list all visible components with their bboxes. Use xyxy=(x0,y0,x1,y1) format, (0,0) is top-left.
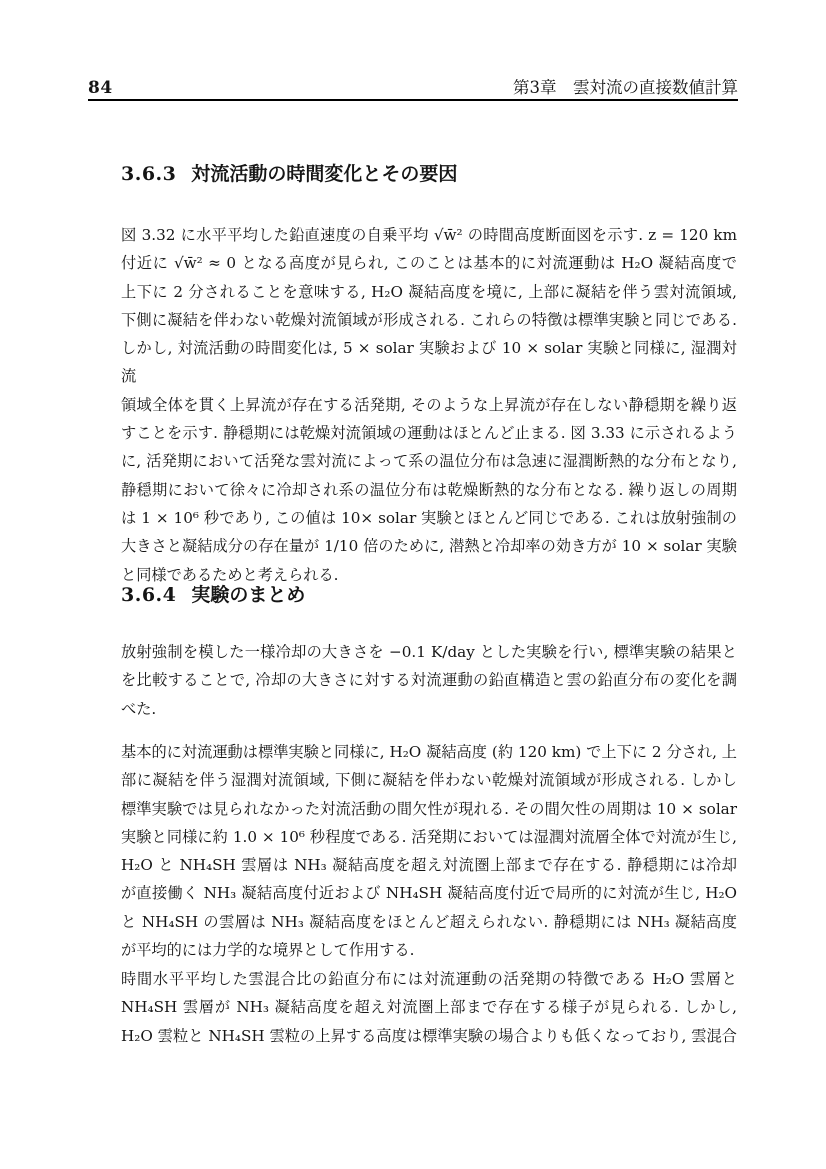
section-heading-3-6-4 xyxy=(121,582,305,608)
chapter-running-title: 第3章 雲対流の直接数値計算 xyxy=(513,78,738,97)
text-line: に, 活発期において活発な雲対流によって系の温位分布は急速に湿潤断熱的な分布となり, xyxy=(121,452,737,471)
text-line: H₂O 雲粒と NH₄SH 雲粒の上昇する高度は標準実験の場合よりも低くなっており, 雲混合 xyxy=(121,1026,737,1045)
page-header xyxy=(88,79,738,97)
paragraph-4 xyxy=(121,965,737,1050)
section-number: 3.6.3 xyxy=(121,163,177,185)
text-line: と NH₄SH の雲層は NH₃ 凝結高度をほとんど超えられない. 静穏期には NH₃ 凝結高度 xyxy=(121,912,737,931)
text-line: べた. xyxy=(121,699,157,718)
text-line: 放射強制を模した一様冷却の大きさを −0.1 K/day とした実験を行い, 標準実験の結果と xyxy=(121,643,737,661)
text-line: 上下に 2 分されることを意味する, H₂O 凝結高度を境に, 上部に凝結を伴う雲対流領域, xyxy=(121,282,737,301)
text-line: 付近に √w̄² ≈ 0 となる高度が見られ, このことは基本的に対流運動は H₂O 凝結高度で xyxy=(121,254,737,273)
section-heading-3-6-3 xyxy=(121,161,457,187)
header-rule xyxy=(88,99,738,101)
text-line: と同様であるためと考えられる. xyxy=(121,565,339,584)
text-line: 領域全体を貫く上昇流が存在する活発期, そのような上昇流が存在しない静穏期を繰り返 xyxy=(121,395,737,414)
text-line: H₂O と NH₄SH 雲層は NH₃ 凝結高度を超え対流圏上部まで存在する. 静穏期には冷却 xyxy=(121,856,737,875)
text-line: が平均的には力学的な境界として作用する. xyxy=(121,941,415,960)
text-line: を比較することで, 冷却の大きさに対する対流運動の鉛直構造と雲の鉛直分布の変化を調 xyxy=(121,671,737,690)
text-line: NH₄SH 雲層が NH₃ 凝結高度を超え対流圏上部まで存在する様子が見られる. しかし, xyxy=(121,998,737,1017)
text-line: すことを示す. 静穏期には乾燥対流領域の運動はほとんど止まる. 図 3.33 に示されるよう xyxy=(121,424,737,443)
text-line: 下側に凝結を伴わない乾燥対流領域が形成される. これらの特徴は標準実験と同じである. xyxy=(121,310,737,329)
paragraph-3 xyxy=(121,738,737,964)
text-line: 標準実験では見られなかった対流活動の間欠性が現れる. その間欠性の周期は 10 × solar xyxy=(121,799,737,818)
paragraph-2 xyxy=(121,638,737,723)
page-number: 84 xyxy=(88,78,113,98)
section-number: 3.6.4 xyxy=(121,584,177,606)
text-line: 静穏期において徐々に冷却され系の温位分布は乾燥断熱的な分布となる. 繰り返しの周期 xyxy=(121,480,737,499)
text-line: 実験と同様に約 1.0 × 10⁶ 秒程度である. 活発期においては湿潤対流層全体で対流が生じ, xyxy=(121,827,737,846)
text-line: 大きさと凝結成分の存在量が 1/10 倍のために, 潜熱と冷却率の効き方が 10 × solar 実験 xyxy=(121,537,737,556)
paragraph-1 xyxy=(121,221,737,589)
section-title: 実験のまとめ xyxy=(191,584,306,606)
text-line: は 1 × 10⁶ 秒であり, この値は 10× solar 実験とほとんど同じである. これは放射強制の xyxy=(121,508,737,527)
text-line: しかし, 対流活動の時間変化は, 5 × solar 実験および 10 × solar 実験と同様に, 湿潤対流 xyxy=(121,339,737,386)
text-line: が直接働く NH₃ 凝結高度付近および NH₄SH 凝結高度付近で局所的に対流が生じ, H₂O xyxy=(121,884,737,903)
text-line: 基本的に対流運動は標準実験と同様に, H₂O 凝結高度 (約 120 km) で上下に 2 分され, 上 xyxy=(121,743,737,761)
text-line: 図 3.32 に水平平均した鉛直速度の自乗平均 √w̄² の時間高度断面図を示す. z = 120 km xyxy=(121,226,737,244)
text-line: 時間水平平均した雲混合比の鉛直分布には対流運動の活発期の特徴である H₂O 雲層と xyxy=(121,970,737,988)
section-title: 対流活動の時間変化とその要因 xyxy=(191,163,458,185)
text-line: 部に凝結を伴う湿潤対流領域, 下側に凝結を伴わない乾燥対流領域が形成される. しかし xyxy=(121,771,737,790)
